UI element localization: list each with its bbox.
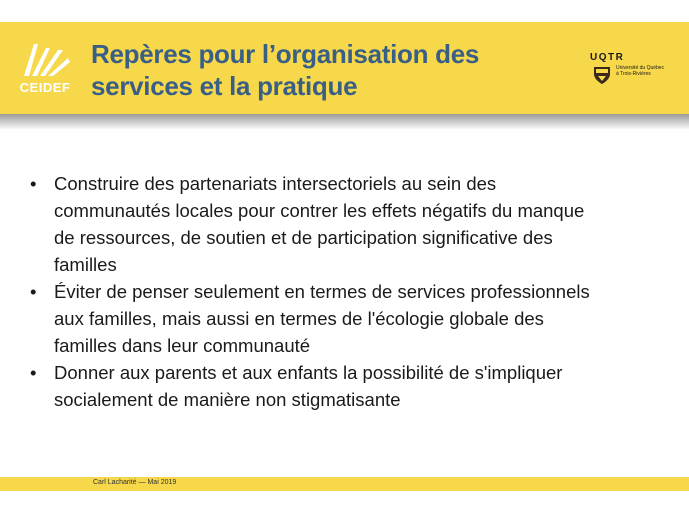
bullet-line: Donner aux parents et aux enfants la possibilité de s'impliquer xyxy=(54,362,563,383)
bullet-dot-icon: • xyxy=(30,281,37,302)
bullet-item xyxy=(30,359,670,413)
ceidef-logo-text: CEIDEF xyxy=(19,80,71,95)
bullet-line: Éviter de penser seulement en termes de services professionnels xyxy=(54,281,590,302)
footer-text: Carl Lacharité — Mai 2019 xyxy=(93,479,177,486)
bullet-line: aux familles, mais aussi en termes de l'écologie globale des xyxy=(54,308,544,329)
uqtr-subtitle xyxy=(616,65,664,77)
uqtr-shield-icon xyxy=(592,65,612,85)
ceidef-logo-icon xyxy=(20,40,70,78)
title-line-2: services et la pratique xyxy=(91,71,358,101)
bullet-line: familles xyxy=(54,254,117,275)
bullet-line: Construire des partenariats intersectoriels au sein des xyxy=(54,173,497,194)
bullet-line: familles dans leur communauté xyxy=(54,335,311,356)
bullet-dot-icon: • xyxy=(30,362,37,383)
title-line-1: Repères pour l’organisation des xyxy=(91,39,480,69)
ceidef-logo xyxy=(14,40,76,98)
uqtr-wordmark: UQTR xyxy=(590,52,625,63)
bullet-dot-icon: • xyxy=(30,173,37,194)
uqtr-subtitle-line-2: à Trois-Rivières xyxy=(616,71,651,77)
bullet-line: communautés locales pour contrer les effets négatifs du manque xyxy=(54,200,585,221)
bullet-item xyxy=(30,278,670,359)
header-shadow xyxy=(0,114,689,130)
bullet-line: de ressources, de soutien et de participation significative des xyxy=(54,227,553,248)
bullet-item xyxy=(30,170,670,278)
bullet-list xyxy=(30,170,670,413)
slide-title xyxy=(91,38,551,102)
bullet-line: socialement de manière non stigmatisante xyxy=(54,389,401,410)
uqtr-logo xyxy=(590,52,670,88)
uqtr-subtitle-line-1: Université du Québec xyxy=(616,65,665,71)
